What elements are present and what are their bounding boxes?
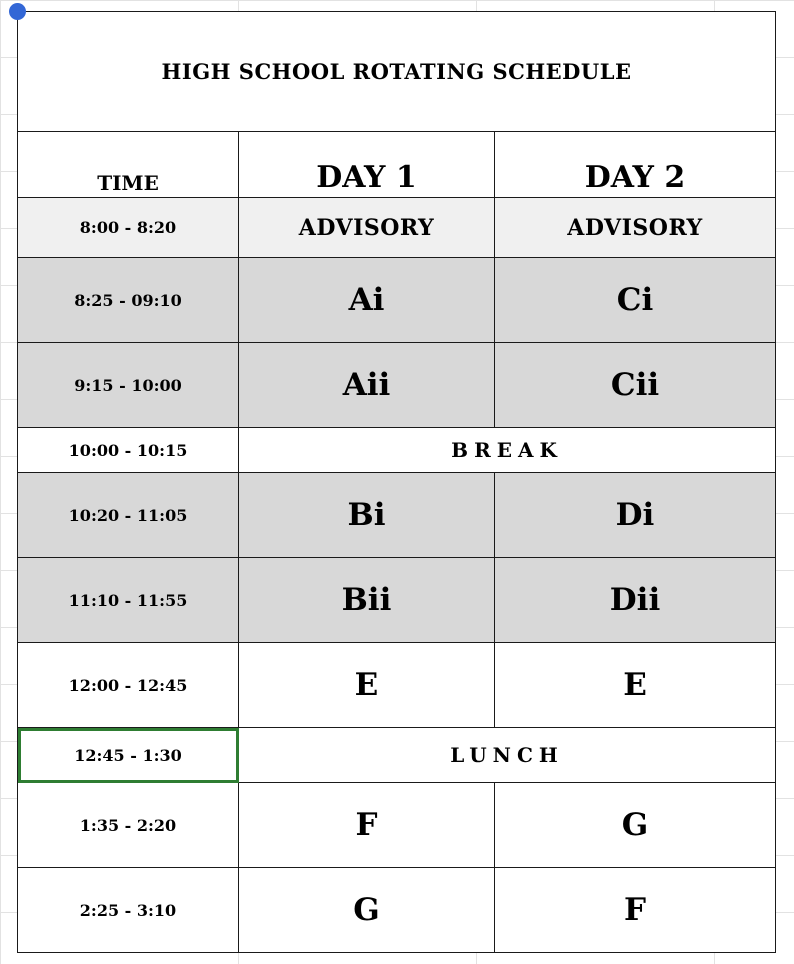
time-cell-selected[interactable]: 12:45 - 1:30 (18, 728, 239, 783)
time-cell[interactable]: 8:25 - 09:10 (18, 258, 239, 343)
table-row (18, 473, 776, 558)
day2-cell[interactable]: ADVISORY (495, 198, 776, 258)
table-row (18, 258, 776, 343)
header-day-1[interactable]: DAY 1 (239, 132, 495, 198)
table-row (18, 343, 776, 428)
table-row (18, 558, 776, 643)
day1-cell[interactable]: Ai (239, 258, 495, 343)
day2-cell[interactable]: Di (495, 473, 776, 558)
time-cell[interactable]: 9:15 - 10:00 (18, 343, 239, 428)
day1-cell[interactable]: F (239, 783, 495, 868)
time-cell[interactable]: 12:00 - 12:45 (18, 643, 239, 728)
header-day-2[interactable]: DAY 2 (495, 132, 776, 198)
day1-cell[interactable]: Bi (239, 473, 495, 558)
time-cell[interactable]: 11:10 - 11:55 (18, 558, 239, 643)
day1-cell[interactable]: Bii (239, 558, 495, 643)
table-row (18, 198, 776, 258)
spreadsheet-grid (17, 11, 775, 953)
time-cell[interactable]: 10:00 - 10:15 (18, 428, 239, 473)
time-cell[interactable]: 2:25 - 3:10 (18, 868, 239, 953)
day2-cell[interactable]: G (495, 783, 776, 868)
schedule-table (17, 11, 776, 953)
table-row (18, 643, 776, 728)
selection-handle-icon[interactable] (9, 3, 26, 20)
table-row (18, 728, 776, 783)
day1-cell[interactable]: ADVISORY (239, 198, 495, 258)
lunch-cell[interactable]: LUNCH (239, 728, 776, 783)
day2-cell[interactable]: E (495, 643, 776, 728)
day1-cell[interactable]: E (239, 643, 495, 728)
table-row (18, 868, 776, 953)
day1-cell[interactable]: Aii (239, 343, 495, 428)
table-row (18, 428, 776, 473)
day2-cell[interactable]: F (495, 868, 776, 953)
header-time[interactable]: TIME (18, 132, 239, 198)
time-cell[interactable]: 10:20 - 11:05 (18, 473, 239, 558)
schedule-title[interactable]: HIGH SCHOOL ROTATING SCHEDULE (18, 12, 776, 132)
time-cell[interactable]: 8:00 - 8:20 (18, 198, 239, 258)
day2-cell[interactable]: Ci (495, 258, 776, 343)
day2-cell[interactable]: Dii (495, 558, 776, 643)
time-cell[interactable]: 1:35 - 2:20 (18, 783, 239, 868)
header-row (18, 132, 776, 198)
table-row (18, 783, 776, 868)
day1-cell[interactable]: G (239, 868, 495, 953)
day2-cell[interactable]: Cii (495, 343, 776, 428)
break-cell[interactable]: BREAK (239, 428, 776, 473)
